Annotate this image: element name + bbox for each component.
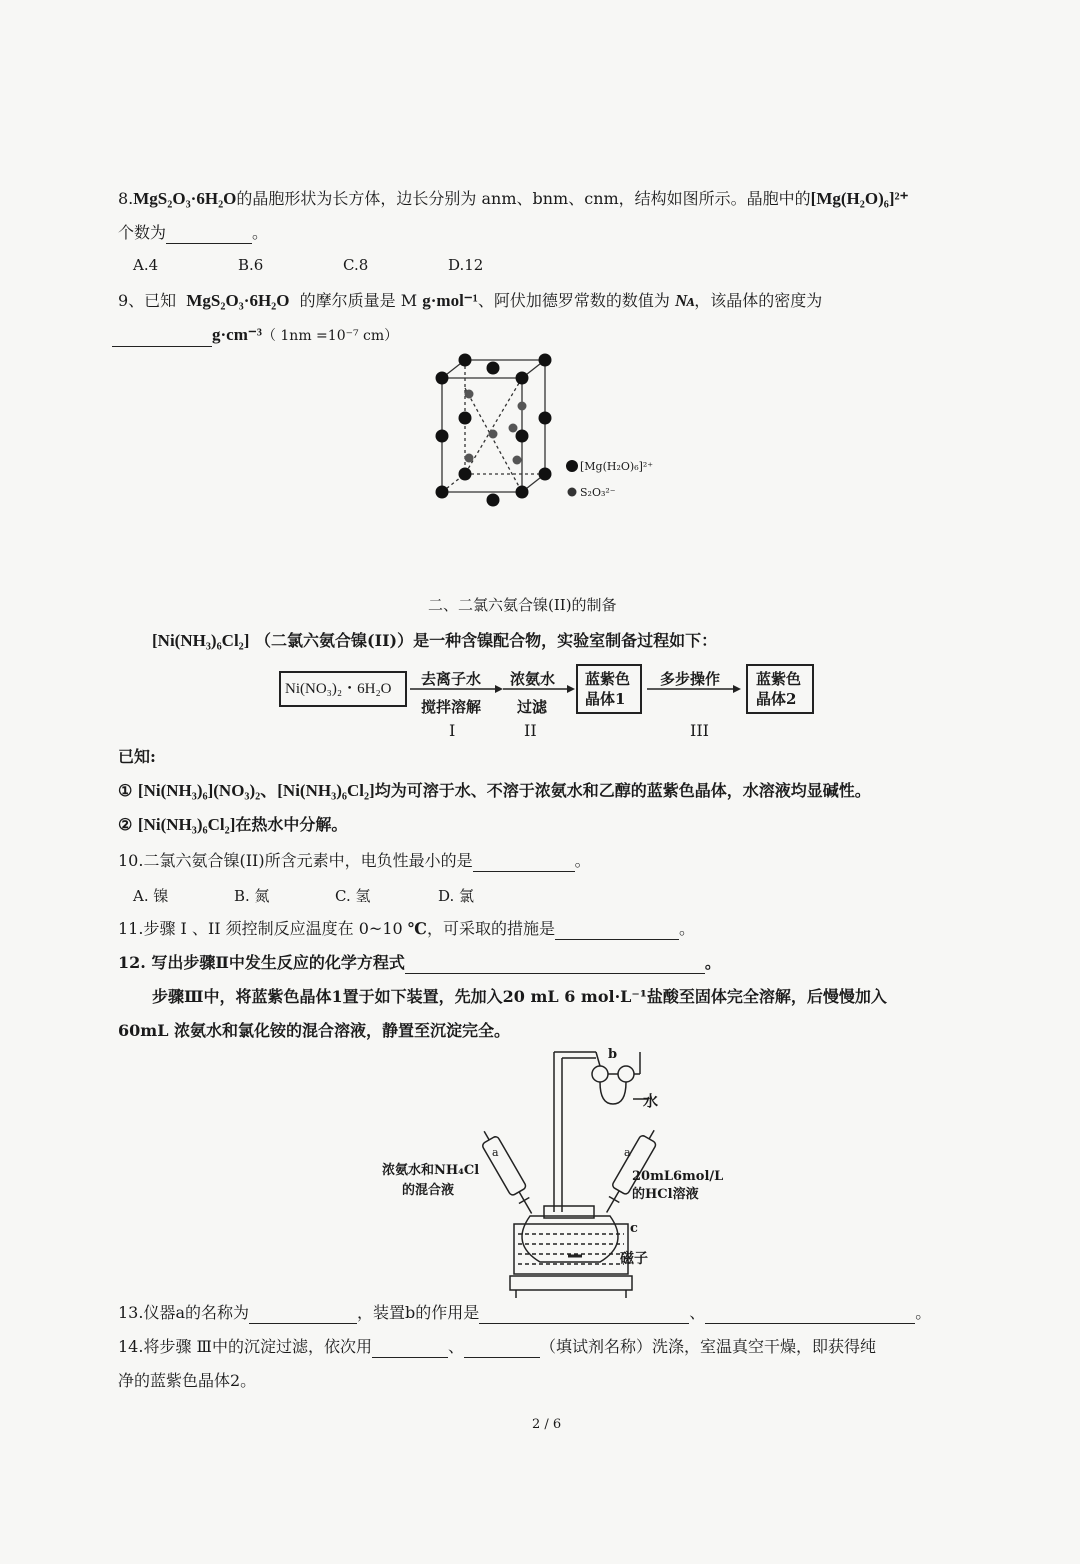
q9-na: Nᴀ (674, 291, 695, 310)
apparatus-label-c: c (630, 1221, 638, 1236)
apparatus-label-stirrer: 磁子 (620, 1251, 648, 1267)
q9-unit2: g·cm⁻³ (212, 325, 262, 344)
q11-line (118, 918, 695, 940)
q8-ion: [Mg(H₂O)₆]²⁺ (810, 189, 909, 208)
q11-unit: ℃ (407, 919, 427, 938)
q8-number: 8. (118, 189, 134, 208)
flow-step3-top: 多步操作 (660, 670, 721, 688)
q9-answer-blank[interactable] (112, 330, 212, 347)
q9-text2: 、阿伏加德罗常数的数值为 (477, 291, 670, 310)
crystal-legend-mg: [Mg(H₂O)₆]²⁺ (580, 460, 654, 473)
q8-text: 的晶胞形状为长方体，边长分别为 anm、bnm、cnm，结构如图所示。晶胞中的 (236, 189, 811, 208)
flow-box1-line1: 蓝紫色 (585, 670, 631, 688)
q13-sep: 、 (689, 1303, 706, 1322)
q13-text1: 13.仪器a的名称为 (118, 1303, 249, 1322)
q9-note: （ 1nm =10⁻⁷ cm） (261, 328, 399, 344)
known-item-2-text: 在热水中分解。 (235, 815, 348, 834)
step3-line2: 60mL 浓氨水和氯化铵的混合溶液，静置至沉淀完全。 (118, 1021, 511, 1040)
flow-box2-line2: 晶体2 (756, 690, 797, 708)
q10-text: 10.二氯六氨合镍(II)所含元素中，电负性最小的是 (118, 851, 473, 870)
q8-answer-blank[interactable] (166, 227, 252, 244)
intro-text: （二氯六氨合镍(II)）是一种含镍配合物，实验室制备过程如下： (255, 631, 718, 650)
apparatus-label-a-right: a (624, 1146, 631, 1159)
known-item-2 (118, 814, 347, 836)
q13-line (118, 1302, 931, 1324)
flow-step2-top: 浓氨水 (510, 670, 556, 688)
flow-box2-line1: 蓝紫色 (756, 670, 802, 688)
q14-line1 (118, 1336, 876, 1358)
q10-option-d: D. 氯 (438, 887, 475, 905)
q14-text2: （填试剂名称）洗涤，室温真空干燥，即获得纯 (539, 1337, 876, 1356)
legend-s-marker (568, 488, 577, 497)
q9-formula: MgS₂O₃·6H₂O (186, 291, 290, 310)
q10-option-c: C. 氢 (335, 887, 371, 905)
q10-line (118, 850, 591, 872)
q11-text2: ，可采取的措施是 (426, 919, 555, 938)
flow-step2-bottom: 过滤 (517, 698, 548, 716)
q9-line1 (118, 290, 822, 312)
q10-option-a: A. 镍 (133, 887, 169, 905)
q10-answer-blank[interactable] (473, 855, 575, 872)
flow-roman-2: II (524, 721, 537, 740)
flow-roman-3: III (690, 721, 709, 740)
q11-answer-blank[interactable] (555, 923, 679, 940)
q9-line2 (112, 324, 398, 347)
known-item-1-formula: [Ni(NH₃)₆](NO₃)₂、[Ni(NH₃)₆Cl₂] (137, 781, 375, 800)
q8-line2-text: 个数为 (118, 223, 167, 242)
q8-option-c: C.8 (343, 256, 369, 274)
q12-end: 。 (704, 953, 721, 972)
q14-sep: 、 (447, 1337, 464, 1356)
q14-answer-blank-1[interactable] (372, 1341, 448, 1358)
q9-text3: ，该晶体的密度为 (694, 291, 823, 310)
apparatus-label-left1: 浓氨水和NH₄Cl (382, 1163, 480, 1178)
legend-mg-marker (566, 460, 578, 472)
apparatus-label-b: b (608, 1047, 618, 1062)
known-item-2-formula: [Ni(NH₃)₆Cl₂] (137, 815, 236, 834)
section-intro (152, 630, 717, 652)
apparatus-label-right1: 20mL6mol/L (632, 1169, 724, 1184)
q8-formula: MgS₂O₃·6H₂O (133, 189, 237, 208)
known-item-1-text: 均为可溶于水、不溶于浓氨水和乙醇的蓝紫色晶体，水溶液均显碱性。 (374, 781, 871, 800)
q8-line1 (118, 188, 909, 210)
known-label: 已知: (118, 747, 156, 766)
q14-line2: 净的蓝紫色晶体2。 (118, 1371, 257, 1390)
section-title: 二、二氯六氨合镍(II)的制备 (428, 596, 617, 614)
flow-step1-bottom: 搅拌溶解 (421, 698, 482, 716)
q13-answer-blank-1[interactable] (249, 1307, 357, 1324)
q9-unit1: g·mol⁻¹ (422, 291, 478, 310)
flow-roman-1: I (449, 721, 456, 740)
q13-end: 。 (915, 1303, 932, 1322)
q12-answer-blank[interactable] (405, 957, 705, 974)
q9-prefix: 9、已知 (118, 291, 177, 310)
apparatus-label-right2: 的HCl溶液 (632, 1187, 699, 1202)
q13-answer-blank-3[interactable] (705, 1307, 915, 1324)
q9-text1: 的摩尔质量是 M (299, 291, 418, 310)
flow-start: Ni(NO₃)₂・6H₂O (285, 681, 392, 697)
apparatus-label-a-left: a (492, 1146, 499, 1159)
q14-text1: 14.将步骤 Ⅲ中的沉淀过滤，依次用 (118, 1337, 372, 1356)
page-number: 2 / 6 (532, 1417, 562, 1432)
apparatus-label-left2: 的混合液 (402, 1183, 455, 1198)
known-item-1 (118, 780, 871, 802)
q10-end: 。 (574, 851, 591, 870)
known-item-2-mark: ② (118, 815, 133, 834)
flow-step1-top: 去离子水 (421, 670, 482, 688)
intro-formula: [Ni(NH₃)₆Cl₂] (152, 631, 250, 650)
apparatus-label-water: 水 (643, 1092, 659, 1110)
crystal-legend-s: S₂O₃²⁻ (580, 486, 616, 499)
q10-option-b: B. 氮 (234, 887, 270, 905)
crystal-cell-diagram (425, 348, 665, 520)
flow-box1-line2: 晶体1 (585, 690, 626, 708)
q8-option-b: B.6 (238, 256, 264, 274)
q13-answer-blank-2[interactable] (479, 1307, 689, 1324)
q13-text2: ，装置b的作用是 (357, 1303, 480, 1322)
q12-line (118, 952, 721, 974)
step3-line1: 步骤Ⅲ中，将蓝紫色晶体1置于如下装置，先加入20 mL 6 mol·L⁻¹盐酸至固体完全溶解，后慢慢加入 (152, 987, 887, 1006)
known-item-1-mark: ① (118, 781, 133, 800)
q8-option-a: A.4 (133, 256, 159, 274)
q8-line2-end: 。 (252, 223, 269, 242)
q11-end: 。 (678, 919, 695, 938)
q11-text: 11.步骤 I 、II 须控制反应温度在 0~10 (118, 919, 403, 938)
q8-line2 (118, 222, 268, 244)
q8-option-d: D.12 (448, 256, 484, 274)
q12-text: 12. 写出步骤Ⅱ中发生反应的化学方程式 (118, 953, 405, 972)
q14-answer-blank-2[interactable] (464, 1341, 540, 1358)
